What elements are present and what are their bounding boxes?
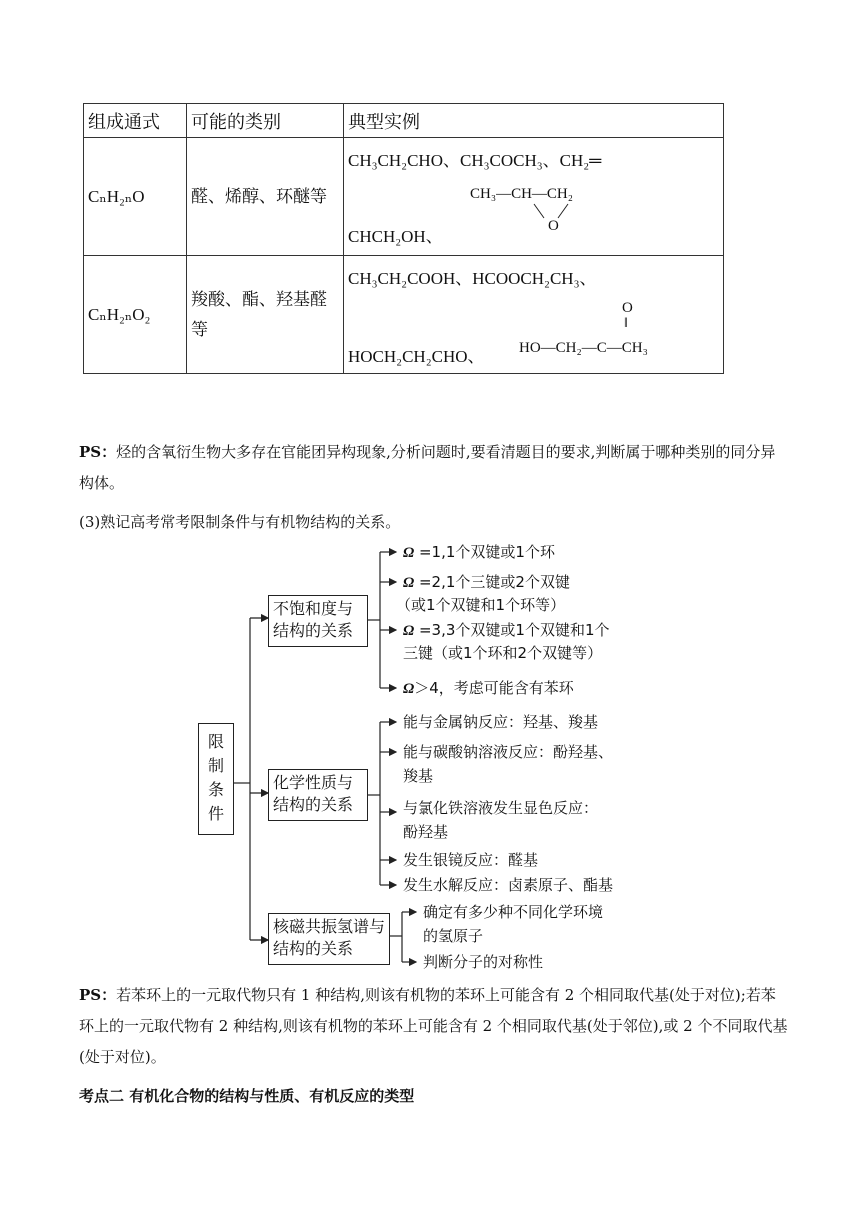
leaf-text: =2,1个三键或2个双键	[414, 573, 570, 591]
leaf-h-environments: 确定有多少种不同化学环境	[423, 903, 604, 921]
omega-symbol: Ω	[403, 623, 415, 639]
header-category: 可能的类别	[187, 104, 344, 138]
header-example: 典型实例	[344, 104, 724, 138]
carbonyl-oxygen: O	[622, 300, 633, 316]
example-cell	[344, 256, 724, 374]
category-text: 羧酸、酯、羟基醛等	[191, 289, 327, 340]
branch-label: 不饱和度与结构的关系	[273, 599, 354, 640]
table-row	[84, 256, 724, 374]
root-box	[198, 723, 234, 835]
ps-label: PS：	[79, 986, 117, 1004]
epoxide-chain: CH₃—CH—CH₂	[470, 186, 573, 202]
leaf-text: （或1个双键和1个环等）	[396, 596, 566, 614]
leaf-omega-3-cont	[403, 642, 602, 664]
branch-box-chemical-property	[268, 769, 368, 821]
table-row	[84, 138, 724, 256]
example-line-2: HOCH₂CH₂CHO、	[348, 347, 485, 366]
leaf-fecl3-cont: 酚羟基	[403, 823, 449, 841]
category-text: 醛、烯醇、环醚等	[191, 186, 327, 207]
branch-box-nmr	[268, 913, 390, 965]
leaf-omega-2-cont	[396, 594, 565, 616]
ps-note-1	[79, 437, 789, 499]
leaf-omega-4	[403, 677, 574, 700]
leaf-h-environments-cont: 的氢原子	[423, 927, 484, 945]
example-line-1: CH₃CH₂COOH、HCOOCH₂CH₃、	[348, 269, 597, 288]
leaf-text: =1,1个双键或1个环	[414, 543, 555, 561]
section-heading: 考点二 有机化合物的结构与性质、有机反应的类型	[79, 1087, 415, 1105]
ps-note-2	[79, 980, 789, 1073]
carbonyl-double-bond: ‖	[624, 316, 628, 331]
leaf-hydrolysis: 发生水解反应：卤素原子、酯基	[403, 876, 614, 894]
category-cell	[187, 138, 344, 256]
epoxide-oxygen: O	[548, 218, 559, 234]
leaf-silver-mirror: 发生银镜反应：醛基	[403, 851, 539, 869]
omega-symbol: Ω	[403, 681, 415, 697]
root-label: 限制条件	[207, 732, 224, 823]
example-line-1: CH₃CH₂CHO、CH₃COCH₃、CH₂═	[348, 151, 602, 170]
table-header-row	[84, 104, 724, 138]
omega-symbol: Ω	[403, 545, 415, 561]
example-cell	[344, 138, 724, 256]
leaf-carbonate-cont: 羧基	[403, 767, 434, 785]
leaf-text: 三键（或1个环和2个双键等）	[403, 644, 603, 662]
leaf-omega-1	[403, 541, 555, 564]
ps-label: PS：	[79, 443, 117, 461]
isomer-table	[83, 103, 724, 374]
branch-box-unsaturation	[268, 595, 368, 647]
leaf-omega-2	[403, 571, 570, 594]
item-3-heading: (3)熟记高考常考限制条件与有机物结构的关系。	[79, 513, 401, 531]
leaf-carbonate: 能与碳酸钠溶液反应：酚羟基、	[403, 743, 614, 761]
leaf-sodium: 能与金属钠反应：羟基、羧基	[403, 713, 599, 731]
example-line-2: CHCH₂OH、	[348, 227, 443, 246]
leaf-omega-3	[403, 619, 609, 642]
ps-text: 烃的含氧衍生物大多存在官能团异构现象,分析问题时,要看清题目的要求,判断属于哪种类别的同分异构体。	[79, 443, 776, 492]
ps-text: 若苯环上的一元取代物只有 1 种结构,则该有机物的苯环上可能含有 2 个相同取代基(处于对位);若苯环上的一元取代物有 2 种结构,则该有机物的苯环上可能含有 2 个相同取代基(处于邻位),或 2 个不同取代基(处于对位)。	[79, 986, 788, 1066]
restriction-diagram	[190, 540, 690, 980]
header-formula: 组成通式	[84, 104, 187, 138]
leaf-text: =3,3个双键或1个双键和1个	[414, 621, 610, 639]
branch-label: 化学性质与结构的关系	[273, 773, 354, 814]
formula-cell: CₙH₂ₙO	[84, 138, 187, 256]
category-cell	[187, 256, 344, 374]
leaf-fecl3: 与氯化铁溶液发生显色反应：	[403, 799, 599, 817]
branch-label: 核磁共振氢谱与结构的关系	[273, 917, 386, 958]
hydroxyacetone-structure: HO—CH₂—C—CH₃	[519, 340, 648, 356]
leaf-text: ＞4，考虑可能含有苯环	[414, 679, 574, 697]
omega-symbol: Ω	[403, 575, 415, 591]
leaf-symmetry: 判断分子的对称性	[423, 953, 544, 971]
formula-cell: CₙH₂ₙO₂	[84, 256, 187, 374]
